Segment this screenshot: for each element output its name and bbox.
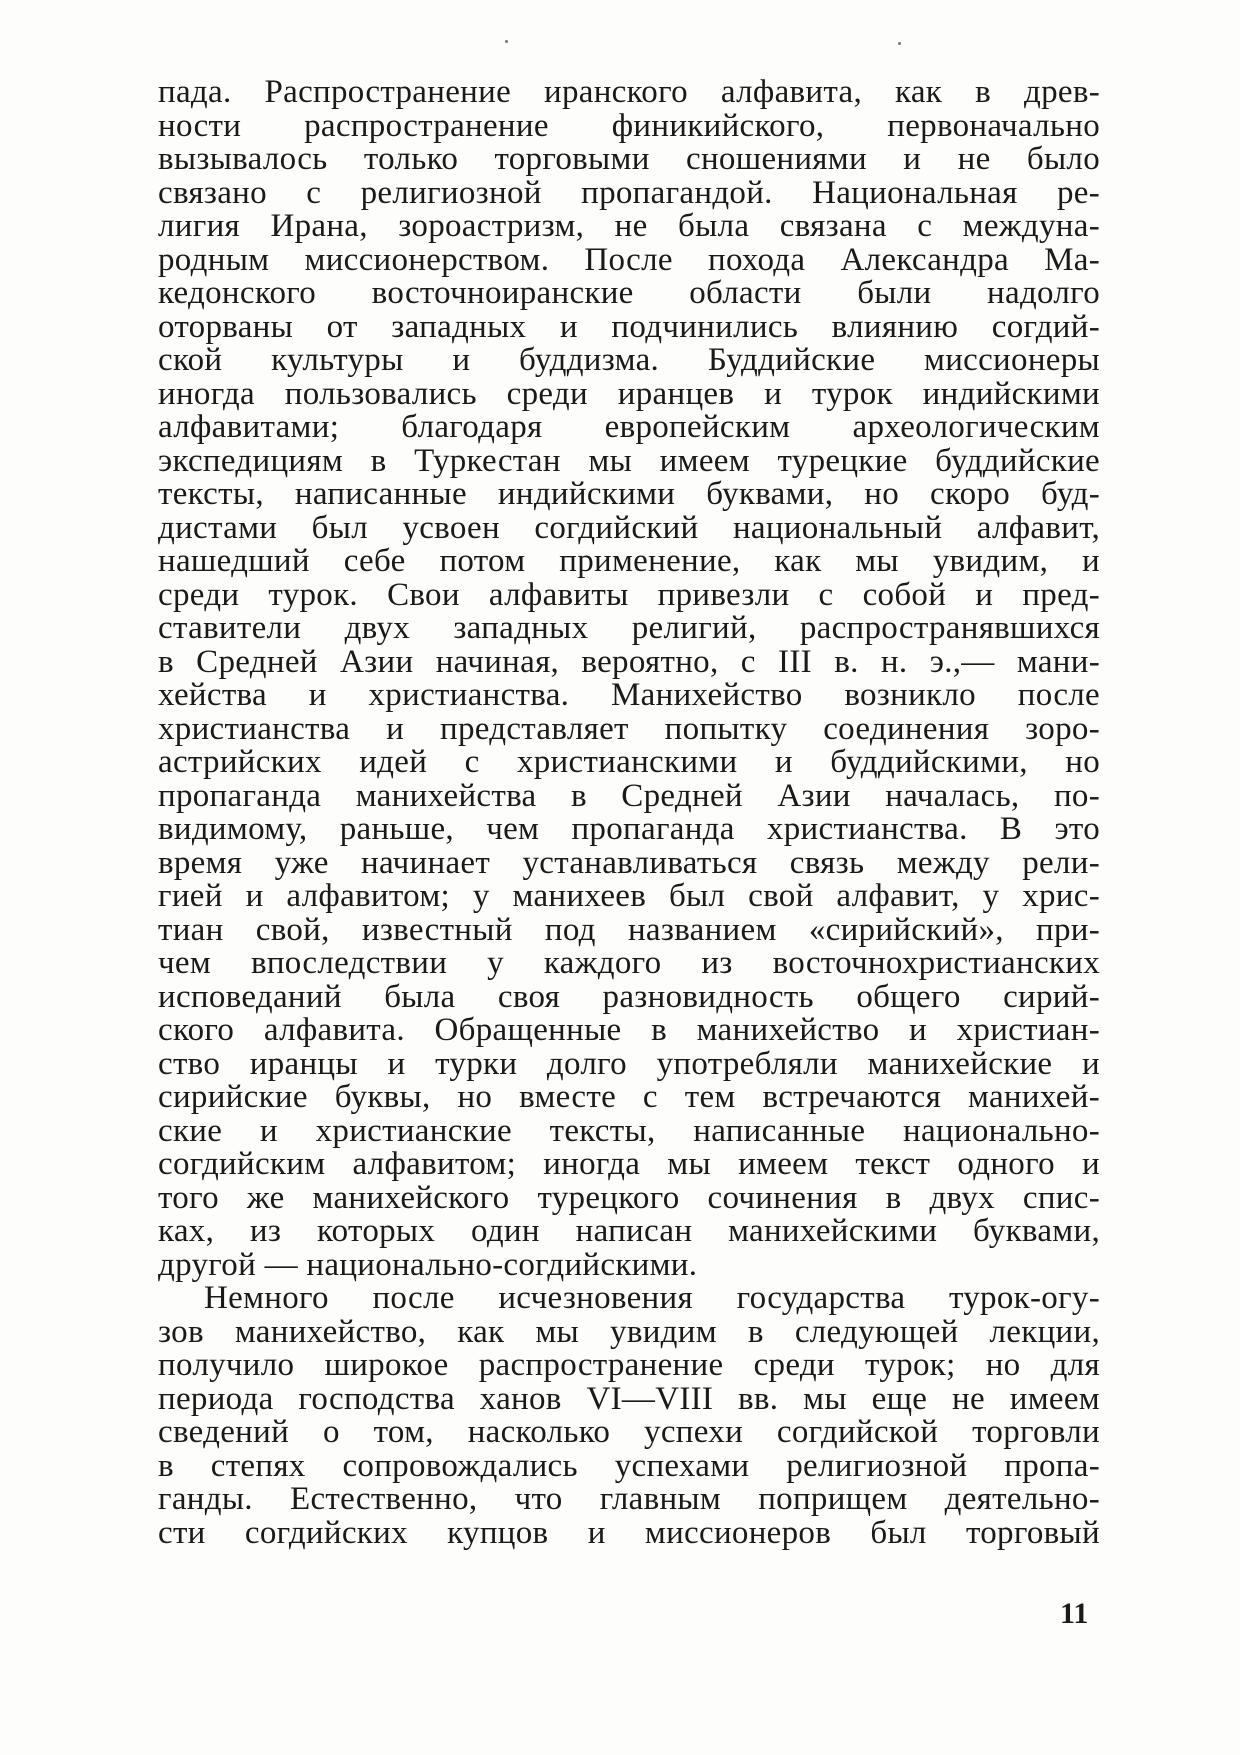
text-line: Немного после исчезновения государства турок-огу-	[204, 1280, 1100, 1316]
scan-speck	[898, 42, 901, 45]
text-line: ство иранцы и турки долго употребляли манихейские и	[158, 1045, 1100, 1082]
text-line: лигия Ирана, зороастризм, не была связана с междуна-	[158, 208, 1100, 244]
text-line: иногда пользовались среди иранцев и турок индийскими	[158, 375, 1100, 412]
text-line: гией и алфавитом; у манихеев был свой алфавит, у хрис-	[158, 878, 1100, 914]
text-line: получило широкое распространение среди турок; но для	[158, 1347, 1100, 1383]
text-line: исповеданий была своя разновидность общего сирий-	[158, 978, 1100, 1015]
text-line: ские и христианские тексты, написанные национально-	[158, 1112, 1100, 1149]
text-line: в степях сопровождались успехами религиозной пропа-	[158, 1447, 1100, 1484]
text-line: ках, из которых один написан манихейскими буквами,	[158, 1213, 1100, 1249]
text-line: чем впоследствии у каждого из восточнохристианских	[158, 945, 1100, 981]
text-line: родным миссионерством. После похода Александра Ма-	[158, 241, 1100, 278]
text-line: ставители двух западных религий, распространявшихся	[158, 610, 1100, 646]
text-line: астрийских идей с христианскими и буддийскими, но	[158, 744, 1100, 780]
text-line: оторваны от западных и подчинились влиянию согдий-	[158, 308, 1100, 345]
text-line: алфавитами; благодаря европейским археологическим	[158, 409, 1100, 445]
text-line: другой — национально-согдийскими.	[158, 1246, 698, 1283]
text-line: сирийские буквы, но вместе с тем встречаются манихей-	[158, 1079, 1100, 1115]
text-line: зов манихейство, как мы увидим в следующей лекции,	[158, 1313, 1100, 1350]
text-line: тиан свой, известный под названием «сирийский», при-	[158, 911, 1100, 948]
text-line: кедонского восточноиранские области были надолго	[158, 275, 1100, 311]
text-line: среди турок. Свои алфавиты привезли с собой и пред-	[158, 576, 1100, 613]
text-line: время уже начинает устанавливаться связь между рели-	[158, 844, 1100, 881]
text-line: ганды. Естественно, что главным поприщем деятельно-	[158, 1481, 1100, 1517]
text-line: хейства и христианства. Манихейство возникло после	[158, 677, 1100, 713]
text-line: тексты, написанные индийскими буквами, но скоро буд-	[158, 476, 1100, 512]
text-line: ской культуры и буддизма. Буддийские миссионеры	[158, 342, 1100, 378]
text-line: нашедший себе потом применение, как мы увидим, и	[158, 543, 1100, 579]
body-text	[158, 76, 1100, 1550]
text-line: связано с религиозной пропагандой. Национальная ре-	[158, 174, 1100, 211]
text-line: того же манихейского турецкого сочинения в двух спис-	[158, 1179, 1100, 1216]
text-line: сведений о том, насколько успехи согдийской торговли	[158, 1414, 1100, 1450]
text-line: ности распространение финикийского, первоначально	[158, 107, 1100, 144]
scan-speck	[505, 40, 508, 43]
text-line: в Средней Азии начиная, вероятно, с III в. н. э.,— мани-	[158, 643, 1100, 680]
text-line: ского алфавита. Обращенные в манихейство и христиан-	[158, 1012, 1100, 1048]
text-line: пропаганда манихейства в Средней Азии началась, по-	[158, 777, 1100, 814]
text-line: согдийским алфавитом; иногда мы имеем текст одного и	[158, 1146, 1100, 1182]
text-line: христианства и представляет попытку соединения зоро-	[158, 710, 1100, 747]
text-line: экспедициям в Туркестан мы имеем турецкие буддийские	[158, 442, 1100, 479]
text-line: дистами был усвоен согдийский национальный алфавит,	[158, 509, 1100, 546]
text-line: пада. Распространение иранского алфавита, как в древ-	[158, 74, 1100, 110]
text-line: вызывалось только торговыми сношениями и не было	[158, 141, 1100, 177]
text-line: сти согдийских купцов и миссионеров был торговый	[158, 1514, 1100, 1551]
text-line: видимому, раньше, чем пропаганда христианства. В это	[158, 811, 1100, 847]
text-line: периода господства ханов VI—VIII вв. мы еще не имеем	[158, 1380, 1100, 1417]
page-number: 11	[1060, 1597, 1089, 1630]
